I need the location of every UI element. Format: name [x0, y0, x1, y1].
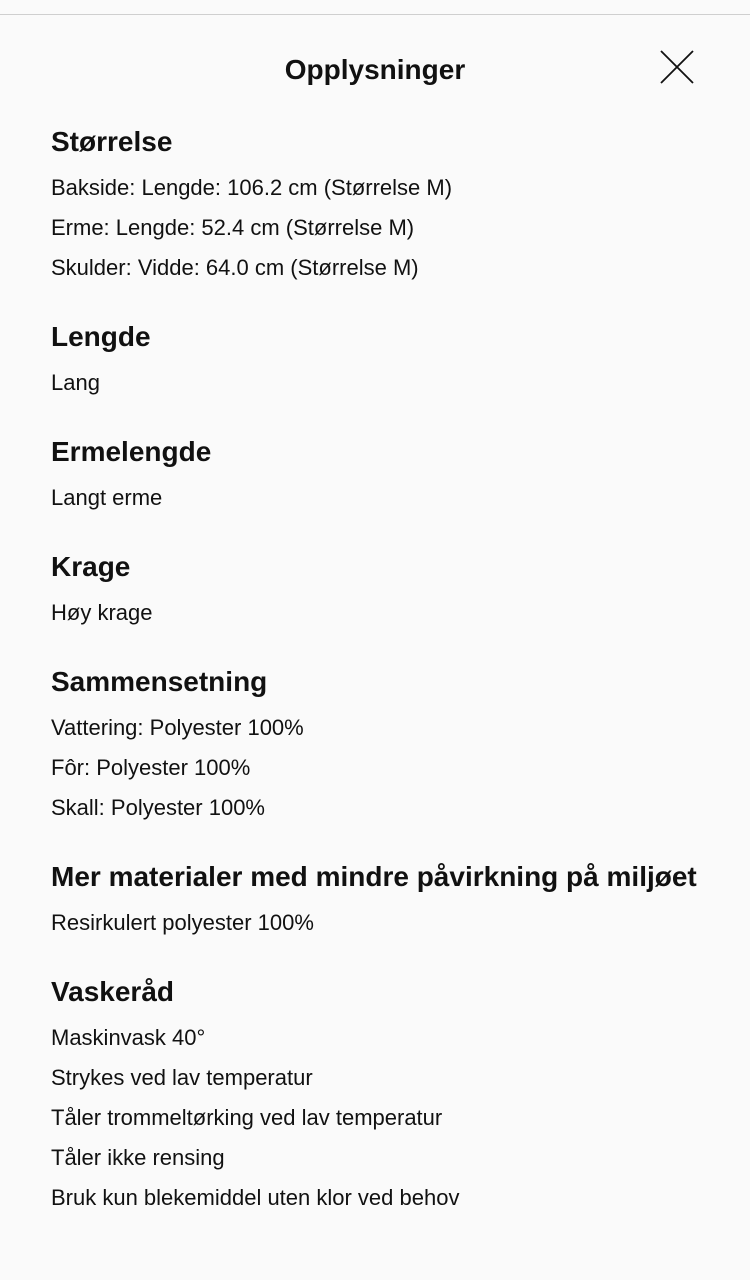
section-heading: Ermelengde: [51, 436, 212, 467]
top-divider: [0, 14, 750, 15]
detail-line: Skulder: Vidde: 64.0 cm (Størrelse M): [51, 255, 419, 280]
detail-line: Vattering: Polyester 100%: [51, 715, 304, 740]
section-heading: Krage: [51, 551, 131, 582]
detail-line: Bruk kun blekemiddel uten klor ved behov: [51, 1185, 460, 1210]
section: [51, 972, 711, 1218]
detail-line: Strykes ved lav temperatur: [51, 1065, 313, 1090]
section: [51, 857, 711, 943]
section: [51, 662, 711, 828]
section: [51, 317, 711, 403]
section: [51, 547, 711, 633]
detail-line: Fôr: Polyester 100%: [51, 755, 251, 780]
close-icon: [658, 48, 696, 86]
detail-line: Bakside: Lengde: 106.2 cm (Størrelse M): [51, 175, 453, 200]
section-heading: Vaskeråd: [51, 976, 174, 1007]
section: [51, 122, 711, 288]
section-heading: Mer materialer med mindre påvirkning på miljøet: [51, 861, 697, 892]
detail-line: Skall: Polyester 100%: [51, 795, 265, 820]
detail-line: Maskinvask 40°: [51, 1025, 206, 1050]
detail-line: Lang: [51, 370, 100, 395]
detail-line: Erme: Lengde: 52.4 cm (Størrelse M): [51, 215, 415, 240]
page-title: Opplysninger: [284, 54, 466, 85]
detail-line: Tåler trommeltørking ved lav temperatur: [51, 1105, 443, 1130]
detail-line: Resirkulert polyester 100%: [51, 910, 314, 935]
detail-line: Langt erme: [51, 485, 163, 510]
section-heading: Størrelse: [51, 126, 173, 157]
detail-line: Tåler ikke rensing: [51, 1145, 225, 1170]
detail-line: Høy krage: [51, 600, 153, 625]
section: [51, 432, 711, 518]
section-heading: Sammensetning: [51, 666, 268, 697]
details-content: [51, 122, 711, 1247]
section-heading: Lengde: [51, 321, 151, 352]
close-button[interactable]: [658, 48, 696, 86]
